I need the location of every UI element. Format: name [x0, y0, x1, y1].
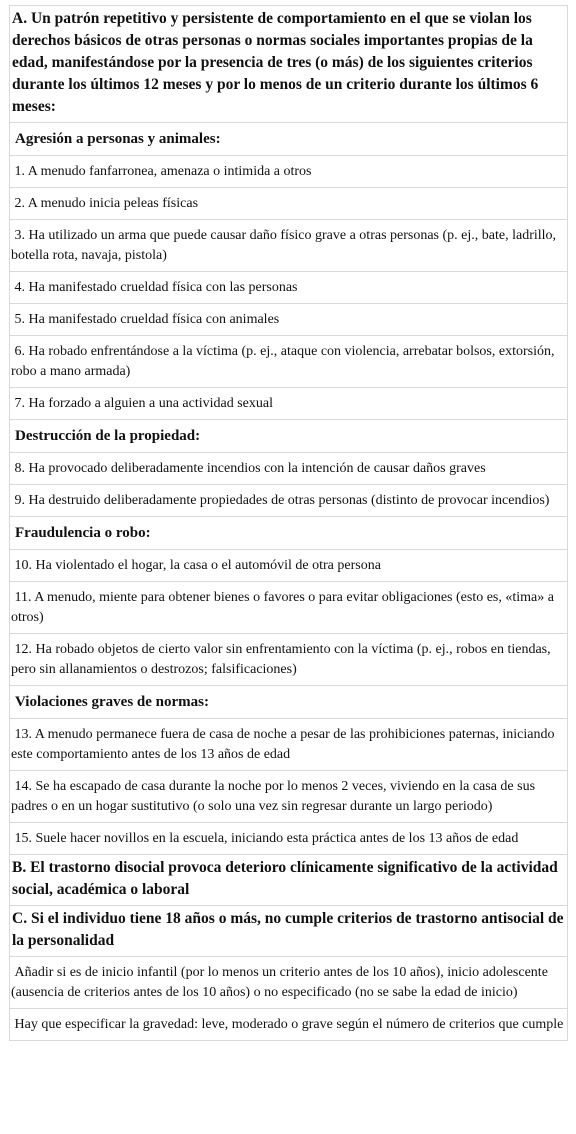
criterion-item-11: 11. A menudo, miente para obtener bienes o favores o para evitar obligaciones (esto es, «tima» a otros) — [10, 582, 567, 634]
criterion-item-10: 10. Ha violentado el hogar, la casa o el automóvil de otra persona — [10, 550, 567, 582]
criterion-item-13: 13. A menudo permanece fuera de casa de noche a pesar de las prohibiciones paternas, iniciando este comportamiento antes de los 13 años de edad — [10, 719, 567, 771]
criteria-table — [9, 5, 568, 1041]
criterion-item-4: 4. Ha manifestado crueldad física con las personas — [10, 272, 567, 304]
section-title-fraud: Fraudulencia o robo: — [10, 517, 567, 550]
criterion-item-5: 5. Ha manifestado crueldad física con animales — [10, 304, 567, 336]
onset-specifier-note: Añadir si es de inicio infantil (por lo menos un criterio antes de los 10 años), inicio adolescente (ausencia de criterios antes de los 10 años) o no especificado (no se sabe la edad de inicio) — [10, 957, 567, 1009]
criterion-item-8: 8. Ha provocado deliberadamente incendios con la intención de causar daños graves — [10, 453, 567, 485]
criterion-item-7: 7. Ha forzado a alguien a una actividad sexual — [10, 388, 567, 420]
criterion-a-heading: A. Un patrón repetitivo y persistente de comportamiento en el que se violan los derechos básicos de otras personas o normas sociales importantes propias de la edad, manifestándose por la presencia de tres (o más) de los siguientes criterios durante los últimos 12 meses y por lo menos de un criterio durante los últimos 6 meses: — [10, 6, 567, 123]
criterion-item-2: 2. A menudo inicia peleas físicas — [10, 188, 567, 220]
criterion-item-6: 6. Ha robado enfrentándose a la víctima (p. ej., ataque con violencia, arrebatar bolsos, extorsión, robo a mano armada) — [10, 336, 567, 388]
section-title-aggression: Agresión a personas y animales: — [10, 123, 567, 156]
criterion-item-15: 15. Suele hacer novillos en la escuela, iniciando esta práctica antes de los 13 años de edad — [10, 823, 567, 855]
section-title-rules: Violaciones graves de normas: — [10, 686, 567, 719]
criterion-item-12: 12. Ha robado objetos de cierto valor sin enfrentamiento con la víctima (p. ej., robos en tiendas, pero sin allanamientos o destrozos; falsificaciones) — [10, 634, 567, 686]
criterion-b-heading: B. El trastorno disocial provoca deterioro clínicamente significativo de la actividad social, académica o laboral — [10, 855, 567, 906]
severity-specifier-note: Hay que especificar la gravedad: leve, moderado o grave según el número de criterios que cumple — [11, 1017, 564, 1032]
criterion-item-14: 14. Se ha escapado de casa durante la noche por lo menos 2 veces, viviendo en la casa de sus padres o en un hogar sustitutivo (o solo una vez sin regresar durante un largo periodo) — [10, 771, 567, 823]
section-title-property: Destrucción de la propiedad: — [10, 420, 567, 453]
criterion-item-9: 9. Ha destruido deliberadamente propiedades de otras personas (distinto de provocar incendios) — [10, 485, 567, 517]
criterion-item-1: 1. A menudo fanfarronea, amenaza o intimida a otros — [10, 156, 567, 188]
criterion-c-heading: C. Si el individuo tiene 18 años o más, no cumple criterios de trastorno antisocial de la personalidad — [10, 906, 567, 957]
criterion-item-3: 3. Ha utilizado un arma que puede causar daño físico grave a otras personas (p. ej., bate, ladrillo, botella rota, navaja, pistola) — [10, 220, 567, 272]
